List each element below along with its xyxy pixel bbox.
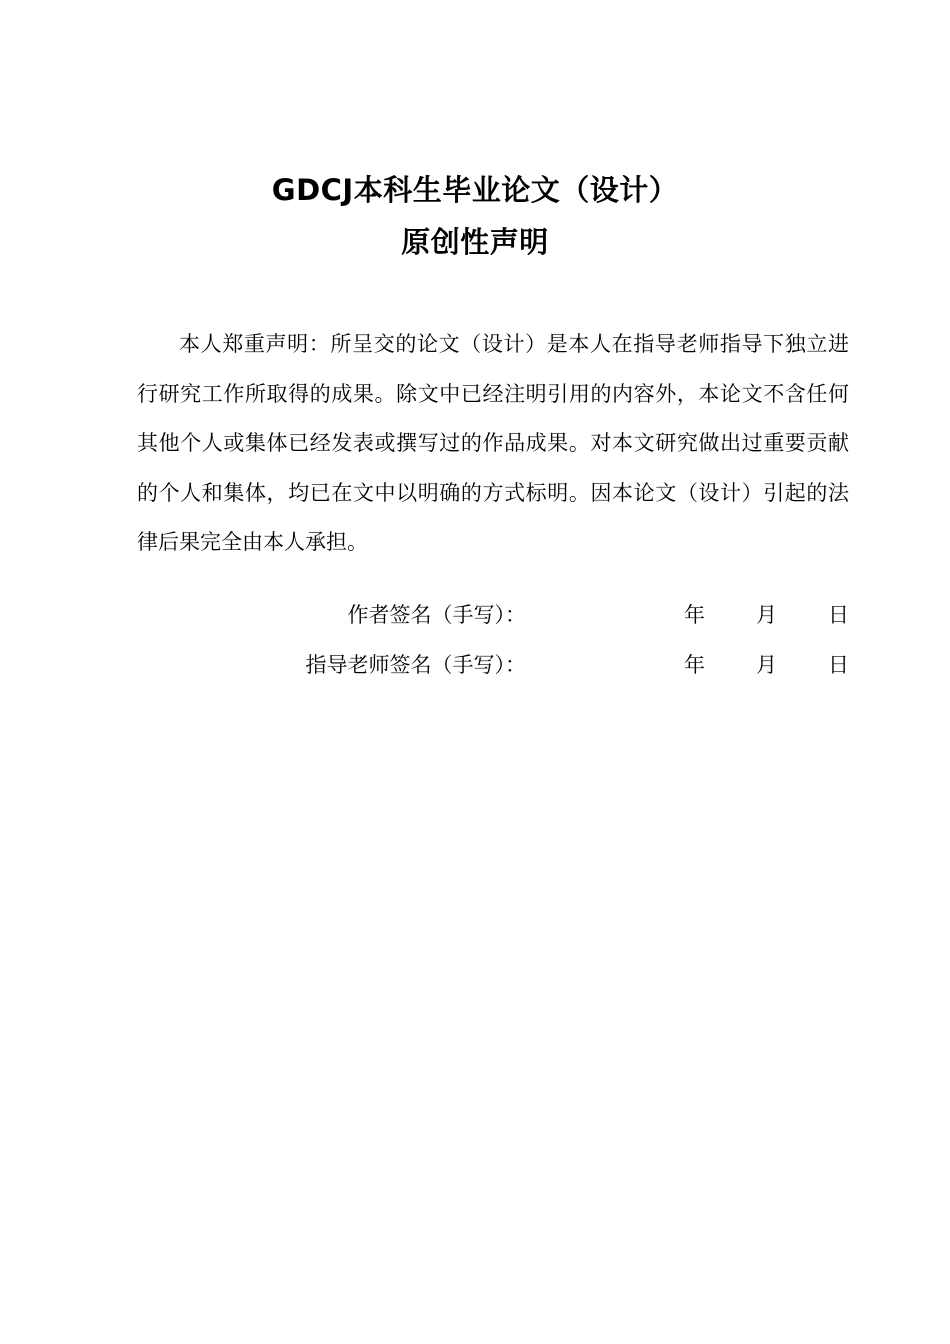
declaration-paragraph: 本人郑重声明：所呈交的论文（设计）是本人在指导老师指导下独立进行研究工作所取得的成果。除文中已经注明引用的内容外，本论文不含任何其他个人或集体已经发表或撰写过的作品成果。对本文研究做出过重要贡献的个人和集体，均已在文中以明确的方式标明。因本论文（设计）引起的法律后果完全由本人承担。 xyxy=(137,332,849,555)
advisor-signature-row xyxy=(0,645,950,685)
author-date-year: 年 xyxy=(684,603,705,627)
advisor-date-day: 日 xyxy=(828,653,849,677)
advisor-signature-label: 指导老师签名（手写）： xyxy=(305,653,526,677)
author-date-day: 日 xyxy=(828,603,849,627)
advisor-date-month: 月 xyxy=(756,653,777,677)
author-date-month: 月 xyxy=(756,603,777,627)
advisor-date-year: 年 xyxy=(684,653,705,677)
page-subtitle: 原创性声明 xyxy=(401,225,549,259)
page-title: GDCJ本科生毕业论文（设计） xyxy=(271,173,679,207)
author-signature-row xyxy=(0,595,950,635)
author-signature-label: 作者签名（手写）： xyxy=(347,603,526,627)
